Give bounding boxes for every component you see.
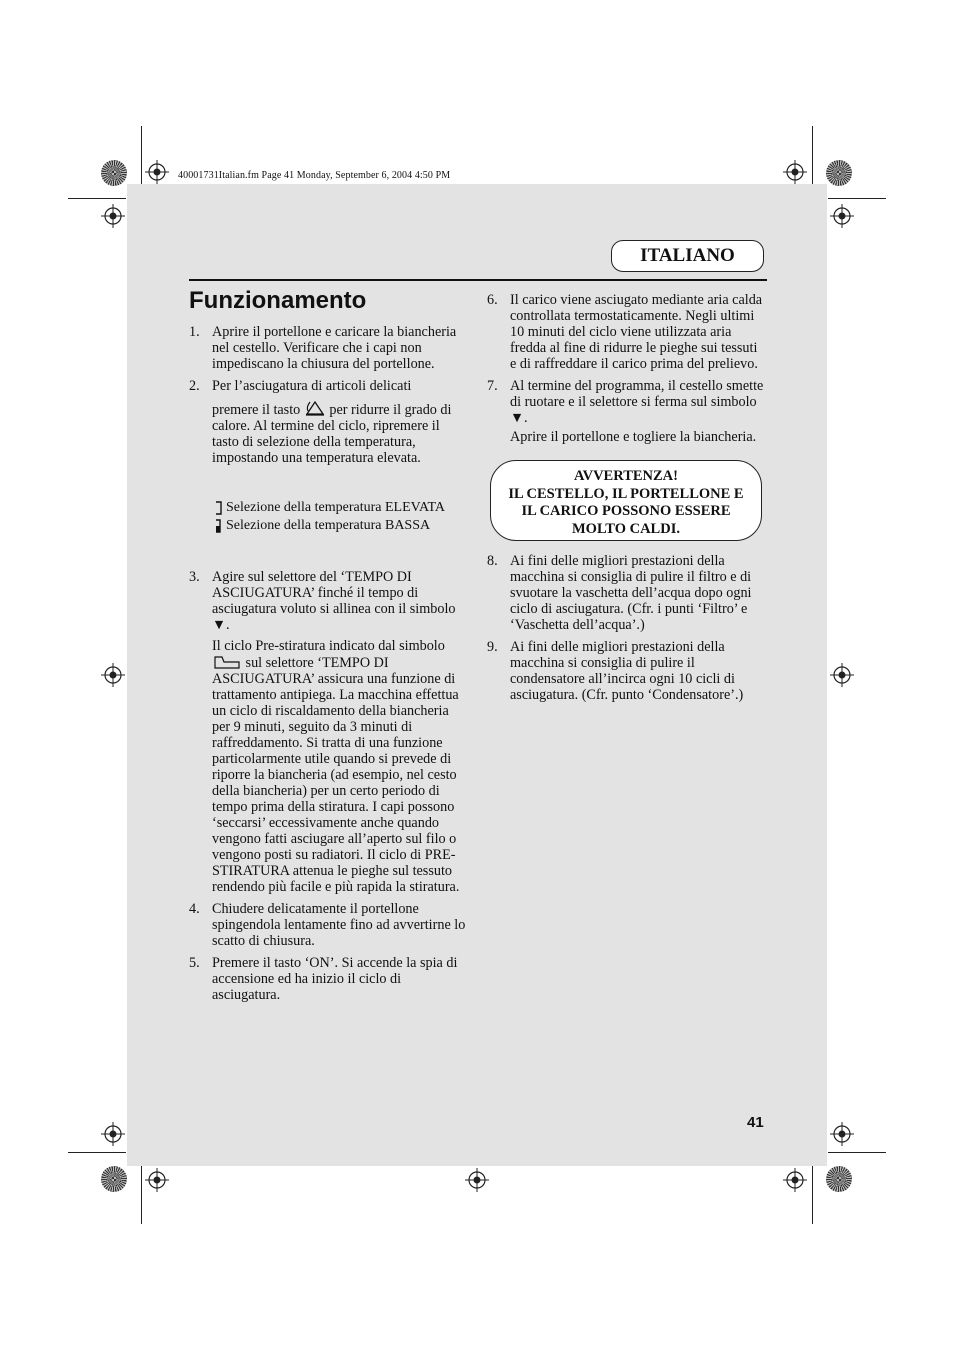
language-badge: ITALIANO xyxy=(611,240,764,272)
list-item xyxy=(189,569,469,898)
registration-mark-icon xyxy=(465,1168,489,1192)
list-item xyxy=(189,378,469,469)
item-number: 6. xyxy=(487,292,498,308)
registration-mark-icon xyxy=(145,160,169,184)
registration-mark-icon xyxy=(783,160,807,184)
color-bar-icon xyxy=(826,160,852,186)
list-item xyxy=(487,292,767,375)
item-text: per ridurre il grado di calore. Al termine del ciclo, ripremere il tasto di selezione della temperatura, impostando una temperatura elevata. xyxy=(212,402,452,466)
list-item xyxy=(487,378,767,448)
right-column xyxy=(487,292,767,709)
item-number: 5. xyxy=(189,955,200,971)
item-text: Ai fini delle migliori prestazioni della macchina si consiglia di pulire il filtro e di svuotare la vaschetta dell’acqua dopo ogni ciclo di asciugatura. (Cfr. i punti ‘Filtro’ e ‘Vaschetta dell’acqua’.) xyxy=(510,553,752,633)
item-text: Aprire il portellone e caricare la biancheria nel cestello. Verificare che i capi non impediscano la chiusura del portellone. xyxy=(212,324,457,372)
delicate-temperature-icon xyxy=(304,399,326,417)
warning-heading: AVVERTENZA! xyxy=(574,468,678,484)
list-item xyxy=(487,639,767,706)
item-text: Il carico viene asciugato mediante aria calda controllata termostaticamente. Negli ultimi 10 minuti del ciclo viene utilizzata aria fredda al fine di ridurre le pieghe sui tessuti e di raffreddare il carico prima del prelievo. xyxy=(510,292,763,372)
item-text: Chiudere delicatamente il portellone spingendola lentamente fino ad avvertirne lo scatto di chiusura. xyxy=(212,901,466,949)
registration-mark-icon xyxy=(830,1122,854,1146)
item-number: 1. xyxy=(189,324,200,340)
registration-mark-icon xyxy=(101,204,125,228)
item-text: Aprire il portellone e togliere la biancheria. xyxy=(510,429,757,445)
temperature-high-label: Selezione della temperatura ELEVATA xyxy=(226,500,446,515)
item-text: Ai fini delle migliori prestazioni della macchina si consiglia di pulire il condensatore all’incirca ogni 10 cicli di asciugatura. (Cfr. punto ‘Condensatore’.) xyxy=(510,639,744,703)
page-number: 41 xyxy=(747,1114,764,1131)
color-bar-icon xyxy=(101,1166,127,1192)
warning-text: IL CESTELLO, IL PORTELLONE E IL CARICO POSSONO ESSERE MOLTO CALDI. xyxy=(508,485,744,537)
item-text: Agire sul selettore del ‘TEMPO DI ASCIUGATURA’ finché il tempo di asciugatura voluto si allinea con il simbolo ▼. xyxy=(212,569,456,633)
list-item xyxy=(189,324,469,375)
pre-ironing-icon xyxy=(212,654,242,670)
registration-mark-icon xyxy=(145,1168,169,1192)
item-number: 4. xyxy=(189,901,200,917)
item-text: sul selettore ‘TEMPO DI ASCIUGATURA’ assicura una funzione di trattamento antipiega. La macchina effettua un ciclo di riscaldamento della biancheria per 9 minuti, seguito da 3 minuti di raffreddamento. Si tratta di una funzione particolarmente utile quando si prevede di riporre la biancheria (ad esempio, nel cesto della biancheria) per un certo periodo di tempo prima della stiratura. I capi possono ‘seccarsi’ eccessivamente anche quando vengono fatti asciugare all’aperto sul filo o vengono posti su radiatori. Il ciclo di PRE-STIRATURA attenua le pieghe sul tessuto rendendo più facile e più rapida la stiratura. xyxy=(212,655,460,895)
list-item xyxy=(189,901,469,952)
registration-mark-icon xyxy=(830,663,854,687)
warning-box xyxy=(490,460,762,541)
registration-mark-icon xyxy=(101,663,125,687)
item-number: 3. xyxy=(189,569,200,585)
item-text: Al termine del programma, il cestello smette di ruotare e il selettore si ferma sul simbolo ▼. xyxy=(510,378,764,426)
registration-mark-icon xyxy=(101,1122,125,1146)
file-info-line: 40001731Italian.fm Page 41 Monday, September 6, 2004 4:50 PM xyxy=(178,170,451,181)
left-column xyxy=(189,324,469,1009)
item-number: 8. xyxy=(487,553,498,569)
item-number: 2. xyxy=(189,378,200,394)
color-bar-icon xyxy=(101,160,127,186)
item-text: premere il tasto xyxy=(212,402,301,418)
low-temperature-icon xyxy=(212,518,226,534)
temperature-legend xyxy=(212,499,469,535)
page-title: Funzionamento xyxy=(189,287,367,314)
color-bar-icon xyxy=(826,1166,852,1192)
list-item xyxy=(487,553,767,636)
registration-mark-icon xyxy=(830,204,854,228)
item-number: 9. xyxy=(487,639,498,655)
header-rule xyxy=(189,279,767,281)
item-text: Per l’asciugatura di articoli delicati xyxy=(212,378,412,394)
registration-mark-icon xyxy=(783,1168,807,1192)
item-number: 7. xyxy=(487,378,498,394)
list-item xyxy=(189,955,469,1006)
temperature-low-label: Selezione della temperatura BASSA xyxy=(226,518,431,533)
high-temperature-icon xyxy=(212,500,226,516)
item-text: Il ciclo Pre-stiratura indicato dal simbolo xyxy=(212,638,445,654)
item-text: Premere il tasto ‘ON’. Si accende la spia di accensione ed ha inizio il ciclo di asciugatura. xyxy=(212,955,458,1003)
